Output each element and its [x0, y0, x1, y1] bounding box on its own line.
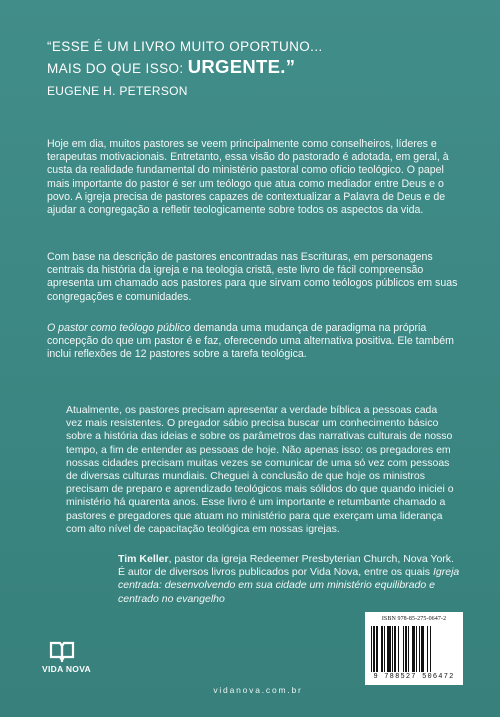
- quote-line-2: [47, 56, 447, 80]
- endorsement-text: Atualmente, os pastores precisam apresentar a verdade bíblica a pessoas cada vez mais resistentes. O pregador sábio precisa buscar um conhecimento básico sobre a história das ideias e sobre os parâmetros das narrativas culturais de nosso tempo, a fim de entender as pessoas de hoje. Não apenas isso: os pregadores em nossas cidades precisam muitas vezes se comunicar de uma só vez com pessoas de diversas culturas mundiais. Cheguei à conclusão de que hoje os ministros precisam de preparo e aprendizado teológicos mais sólidos do que quando iniciei o ministério há quarenta anos. Esse livro é um importante e retumbante chamado a pastores e pregadores que atuam no ministério para que exerçam uma liderança com alto nível de capacitação teológica em nossas igrejas.: [66, 404, 454, 535]
- paragraph-3-text: demanda uma mudança de paradigma na própria concepção do que um pastor é e faz, oferecendo uma alternativa positiva. Ele também inclui reflexões de 12 pastores sobre a tarefa teológica.: [47, 322, 454, 361]
- quote-emphasis: URGENTE.”: [187, 56, 296, 77]
- endorser-bio: É autor de diversos livros publicados por Vida Nova, entre os quais: [118, 566, 433, 579]
- endorser-name: Tim Keller: [118, 553, 169, 565]
- description-paragraph-1: Hoje em dia, muitos pastores se veem principalmente como conselheiros, líderes e terapeutas motivacionais. Entretanto, essa visão do pastorado é adotada, em geral, à custa da realidade fundamental do ministério pastoral como ofício teológico. O papel mais importante do pastor é ser um teólogo que atua como mediador entre Deus e o povo. A igreja precisa de pastores capazes de contextualizar a Palavra de Deus e de ajudar a congregação a refletir teologicamente sobre todos os aspectos da vida.: [47, 138, 449, 217]
- book-title-italic: O pastor como teólogo público: [47, 322, 191, 334]
- description-paragraph-3: [47, 322, 459, 362]
- quote-line-1: “ESSE É UM LIVRO MUITO OPORTUNO...: [47, 39, 323, 54]
- endorser-book-title: Igreja centrada: desenvolvendo em sua cidade um ministério equilibrado e centrado no evangelho: [118, 566, 460, 605]
- description-paragraph-2: Com base na descrição de pastores encontradas nas Escrituras, em personagens centrais da história da igreja e na teologia cristã, este livro de fácil compreensão apresenta um chamado aos pastores para que sirvam como teólogos públicos em suas congregações e comunidades.: [47, 251, 458, 303]
- book-logo-icon: [48, 640, 76, 662]
- quote-line-2-prefix: MAIS DO QUE ISSO:: [47, 61, 188, 76]
- pull-quote: [47, 38, 447, 98]
- isbn-barcode: [365, 612, 463, 685]
- isbn-label: ISBN 978-85-275-0647-2: [381, 616, 447, 622]
- publisher-url: vidanova.com.br: [213, 685, 303, 695]
- publisher-logo: [42, 640, 91, 674]
- barcode-space: [431, 626, 432, 672]
- barcode-number: 9 788527 506472: [373, 673, 455, 681]
- quote-author: EUGENE H. PETERSON: [47, 84, 188, 98]
- barcode-bars: [371, 626, 457, 672]
- endorser-role: , pastor da igreja Redeemer Presbyterian Church, Nova York.: [168, 553, 454, 565]
- endorsement-signature: [118, 553, 463, 606]
- publisher-name: VIDA NOVA: [42, 664, 91, 674]
